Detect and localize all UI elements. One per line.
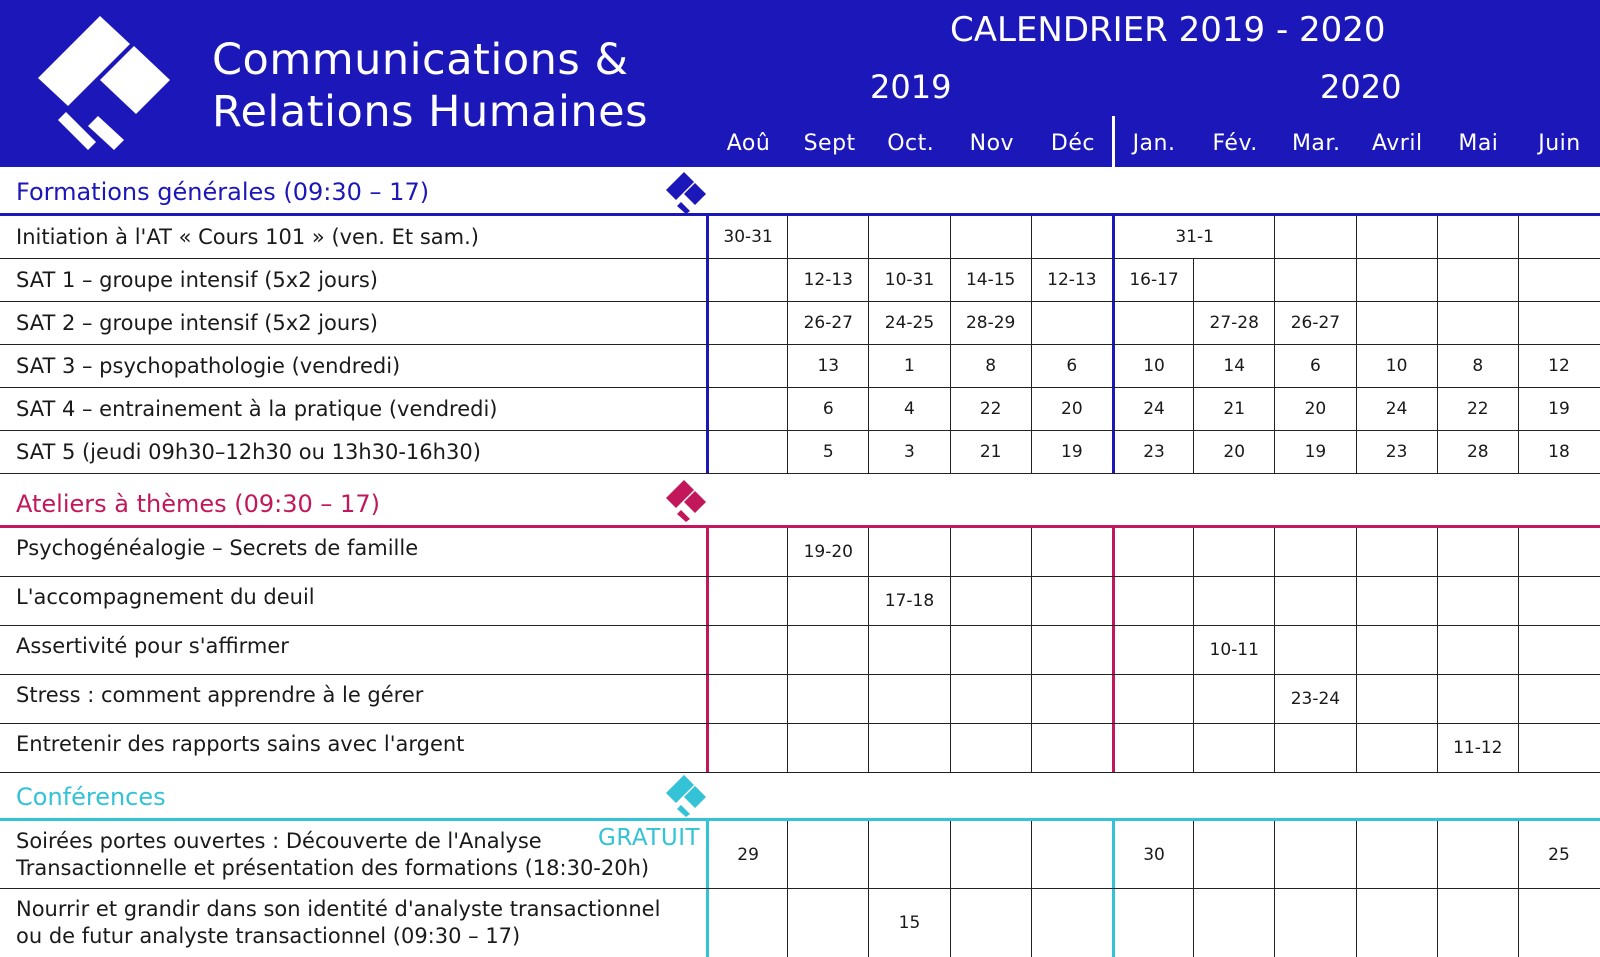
date-cell: [1518, 302, 1599, 344]
row-label: Assertivité pour s'affirmer: [16, 634, 289, 658]
diamond-logo-icon: [664, 170, 708, 214]
date-cell: 10: [1112, 345, 1193, 387]
date-cell: [1193, 528, 1274, 576]
table-row: [0, 821, 1600, 889]
date-cell: 23: [1356, 431, 1437, 473]
table-row: [0, 675, 1600, 724]
date-cell: [706, 889, 787, 957]
row-label: L'accompagnement du deuil: [16, 585, 315, 609]
date-cell: [1518, 528, 1599, 576]
date-cell: [1437, 259, 1518, 301]
month-header: Mar.: [1291, 131, 1341, 156]
date-cell: [1274, 528, 1355, 576]
diamond-logo-icon: [664, 773, 708, 817]
section-conferences-header: [0, 773, 1600, 821]
date-cell: 29: [706, 821, 787, 888]
row-label: Psychogénéalogie – Secrets de famille: [16, 536, 419, 560]
date-cell: [1112, 528, 1193, 576]
month-header: Avril: [1372, 131, 1423, 156]
date-cell: 16-17: [1112, 259, 1193, 301]
date-cell: [1274, 626, 1355, 674]
row-label: SAT 4 – entrainement à la pratique (vendredi): [16, 396, 498, 421]
calendar-title: CALENDRIER 2019 - 2020: [950, 10, 1386, 50]
date-cell: 11-12: [1437, 724, 1518, 772]
date-cell: [1437, 889, 1518, 957]
date-cell: 22: [950, 388, 1031, 430]
date-cell: 10-31: [868, 259, 949, 301]
date-cell: [787, 724, 868, 772]
organization-name-line2: Relations Humaines: [212, 87, 649, 137]
free-badge: GRATUIT: [598, 825, 701, 851]
date-cell: [1274, 577, 1355, 625]
table-row: [0, 724, 1600, 773]
month-header-row: [708, 124, 1600, 164]
date-cell: 18: [1518, 431, 1599, 473]
date-cell: 15: [868, 889, 949, 957]
date-cell: [1518, 889, 1599, 957]
date-cell: 14: [1193, 345, 1274, 387]
organization-name: [212, 34, 648, 138]
date-cell: 25: [1518, 821, 1599, 888]
row-label: SAT 1 – groupe intensif (5x2 jours): [16, 267, 378, 292]
date-cell: [868, 821, 949, 888]
date-cell: 28-29: [950, 302, 1031, 344]
year-2020-label: 2020: [1320, 68, 1402, 106]
date-cell: 21: [950, 431, 1031, 473]
month-header: Nov: [969, 131, 1015, 156]
date-cell: [1518, 216, 1599, 258]
date-cell: 12-13: [1031, 259, 1112, 301]
date-cell: [1356, 889, 1437, 957]
date-cell: [1031, 626, 1112, 674]
table-row: [0, 302, 1600, 345]
section-title: Formations générales (09:30 – 17): [16, 178, 430, 206]
date-cell: [950, 626, 1031, 674]
date-cell: [1193, 577, 1274, 625]
date-cell: 10: [1356, 345, 1437, 387]
year-2019-label: 2019: [870, 68, 952, 106]
section-title: Conférences: [16, 783, 166, 811]
date-cell: [1518, 626, 1599, 674]
date-cell: 4: [868, 388, 949, 430]
date-cell: [868, 675, 949, 723]
date-cell: [868, 724, 949, 772]
date-cell: [1437, 302, 1518, 344]
date-cell: [1518, 675, 1599, 723]
table-row: [0, 388, 1600, 431]
date-cell: 12: [1518, 345, 1599, 387]
date-cell: [1274, 724, 1355, 772]
date-cell: 30: [1112, 821, 1193, 888]
date-cell: [1031, 821, 1112, 888]
date-cell: [1274, 259, 1355, 301]
date-cell: 6: [1031, 345, 1112, 387]
month-header: Aoû: [726, 131, 771, 156]
date-cell: [1356, 724, 1437, 772]
row-label: SAT 5 (jeudi 09h30–12h30 ou 13h30-16h30): [16, 439, 481, 464]
date-cell: [1193, 259, 1274, 301]
row-label: Initiation à l'AT « Cours 101 » (ven. Et sam.): [16, 224, 479, 249]
date-cell: [1031, 302, 1112, 344]
date-cell: [1112, 724, 1193, 772]
table-row: [0, 259, 1600, 302]
date-cell: 12-13: [787, 259, 868, 301]
table-row: [0, 626, 1600, 675]
date-cell: 30-31: [706, 216, 787, 258]
date-cell: [1356, 259, 1437, 301]
date-cell: [706, 528, 787, 576]
date-cell: [950, 577, 1031, 625]
date-cell: 27-28: [1193, 302, 1274, 344]
date-cell: [1356, 675, 1437, 723]
date-cell: [1193, 724, 1274, 772]
date-cell: 14-15: [950, 259, 1031, 301]
month-header: Oct.: [887, 131, 935, 156]
table-row: [0, 889, 1600, 957]
date-cell: [868, 626, 949, 674]
date-cell: [1031, 216, 1112, 258]
date-cell: [706, 388, 787, 430]
date-cell: 19-20: [787, 528, 868, 576]
date-cell: [1437, 577, 1518, 625]
section-formations-header: [0, 168, 1600, 216]
date-cell: [706, 302, 787, 344]
date-cell: 5: [787, 431, 868, 473]
month-header: Sept: [803, 131, 856, 156]
date-cell: 19: [1031, 431, 1112, 473]
date-cell: [1112, 577, 1193, 625]
date-cell: [1193, 675, 1274, 723]
section-ateliers-header: [0, 476, 1600, 528]
date-cell: 20: [1031, 388, 1112, 430]
date-cell: 19: [1518, 388, 1599, 430]
date-cell: [1356, 216, 1437, 258]
date-cell: [950, 724, 1031, 772]
date-cell: [1274, 889, 1355, 957]
date-cell: [1518, 577, 1599, 625]
table-row: [0, 216, 1600, 259]
row-label: Stress : comment apprendre à le gérer: [16, 683, 424, 707]
date-cell: [950, 528, 1031, 576]
date-cell: [706, 577, 787, 625]
date-cell: [1274, 821, 1355, 888]
date-cell: [1193, 821, 1274, 888]
date-cell: [706, 724, 787, 772]
date-cell: 23-24: [1274, 675, 1355, 723]
date-cell: [1437, 216, 1518, 258]
diamond-logo-icon: [38, 16, 178, 150]
date-cell: 26-27: [1274, 302, 1355, 344]
date-cell: [787, 577, 868, 625]
date-cell: [1356, 577, 1437, 625]
date-cell: [1031, 577, 1112, 625]
date-cell: [1031, 675, 1112, 723]
header-banner: [0, 0, 1600, 167]
date-cell: 8: [950, 345, 1031, 387]
date-cell: [1112, 889, 1193, 957]
table-row: [0, 431, 1600, 474]
row-label: SAT 2 – groupe intensif (5x2 jours): [16, 310, 378, 335]
row-label: Nourrir et grandir dans son identité d'analyste transactionnel ou de futur analyste transactionnel (09:30 – 17): [16, 897, 661, 948]
row-label: SAT 3 – psychopathologie (vendredi): [16, 353, 401, 378]
date-cell: [787, 821, 868, 888]
date-cell: [1437, 528, 1518, 576]
date-cell: [1356, 302, 1437, 344]
date-cell: 6: [787, 388, 868, 430]
date-cell: 28: [1437, 431, 1518, 473]
section-title: Ateliers à thèmes (09:30 – 17): [16, 490, 380, 518]
date-cell: [1437, 821, 1518, 888]
table-row: [0, 577, 1600, 626]
diamond-logo-icon: [664, 478, 708, 522]
date-cell: [950, 821, 1031, 888]
date-cell: 21: [1193, 388, 1274, 430]
date-cell: 26-27: [787, 302, 868, 344]
date-cell: 20: [1274, 388, 1355, 430]
date-cell: [1112, 675, 1193, 723]
date-cell: 3: [868, 431, 949, 473]
date-cell: [950, 216, 1031, 258]
month-header: Fév.: [1212, 131, 1258, 156]
date-cell: [1437, 675, 1518, 723]
date-cell: [868, 216, 949, 258]
date-cell: 23: [1112, 431, 1193, 473]
date-cell: [787, 675, 868, 723]
table-row: [0, 345, 1600, 388]
date-cell: [787, 216, 868, 258]
date-cell: [1193, 889, 1274, 957]
date-cell: [706, 675, 787, 723]
date-cell: 20: [1193, 431, 1274, 473]
date-cell: [706, 431, 787, 473]
date-cell: 10-11: [1193, 626, 1274, 674]
table-row: [0, 528, 1600, 577]
date-cell: [1274, 216, 1355, 258]
date-cell: 22: [1437, 388, 1518, 430]
date-cell: [1437, 626, 1518, 674]
date-cell: [1112, 626, 1193, 674]
date-cell: [950, 889, 1031, 957]
date-cell: [1356, 528, 1437, 576]
date-cell: 1: [868, 345, 949, 387]
month-header: Déc: [1050, 131, 1095, 156]
row-label: Soirées portes ouvertes : Découverte de l'Analyse Transactionnelle et présentation des formations (18:30-20h): [16, 828, 650, 880]
date-cell: [868, 528, 949, 576]
date-cell: 6: [1274, 345, 1355, 387]
date-cell: [1518, 259, 1599, 301]
date-cell: [1031, 889, 1112, 957]
date-cell: 24: [1356, 388, 1437, 430]
date-cell: 24-25: [868, 302, 949, 344]
row-label: Entretenir des rapports sains avec l'argent: [16, 732, 465, 756]
organization-name-line1: Communications &: [212, 35, 629, 85]
date-cell: [1031, 724, 1112, 772]
date-cell: [1518, 724, 1599, 772]
date-cell: 31-1: [1112, 216, 1274, 258]
date-cell: [1356, 626, 1437, 674]
date-cell: 24: [1112, 388, 1193, 430]
month-header: Mai: [1458, 131, 1499, 156]
date-cell: [706, 345, 787, 387]
date-cell: 17-18: [868, 577, 949, 625]
date-cell: [1356, 821, 1437, 888]
date-cell: 19: [1274, 431, 1355, 473]
date-cell: [706, 626, 787, 674]
month-header: Juin: [1538, 131, 1581, 156]
month-header: Jan.: [1132, 131, 1176, 156]
date-cell: [950, 675, 1031, 723]
date-cell: [1031, 528, 1112, 576]
date-cell: [787, 626, 868, 674]
date-cell: [787, 889, 868, 957]
date-cell: 13: [787, 345, 868, 387]
date-cell: [1112, 302, 1193, 344]
date-cell: 8: [1437, 345, 1518, 387]
date-cell: [706, 259, 787, 301]
